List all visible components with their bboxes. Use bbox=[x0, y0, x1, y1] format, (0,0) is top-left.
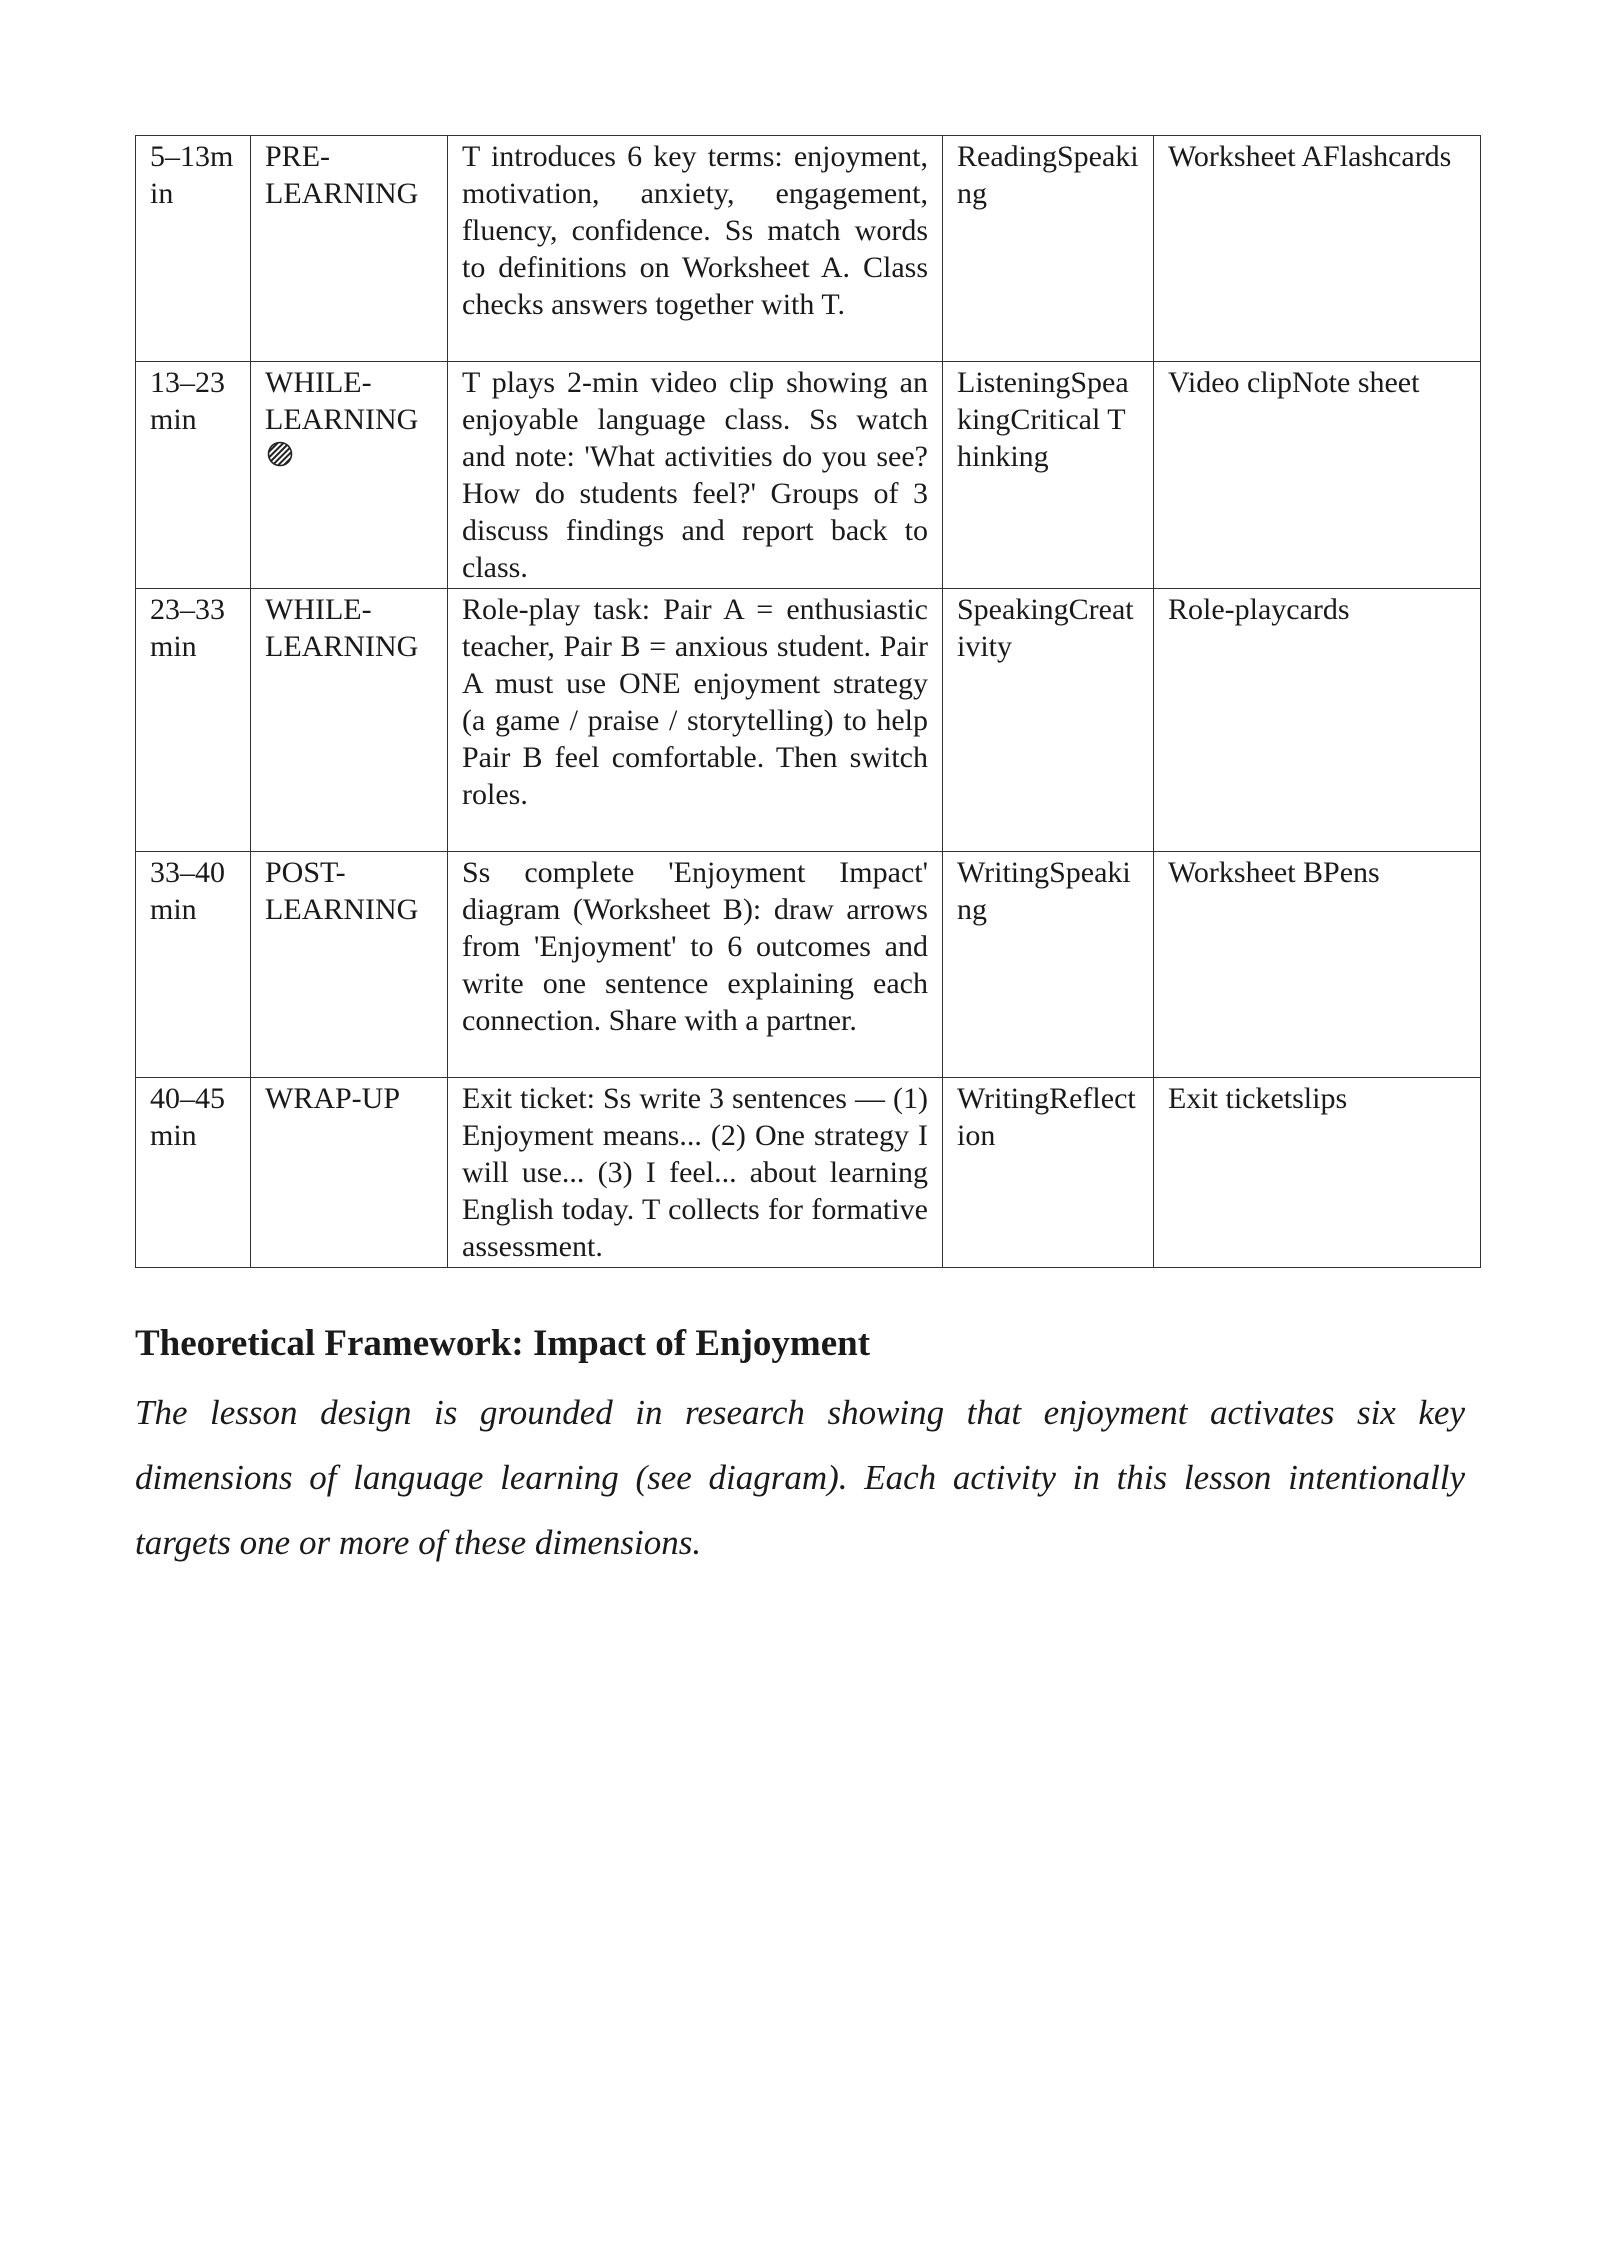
table-row bbox=[136, 852, 1481, 1078]
stage-label: PRE-LEARNING bbox=[265, 140, 419, 210]
table-row bbox=[136, 589, 1481, 852]
skills-cell: SpeakingCreativity bbox=[943, 589, 1154, 852]
resources-cell: Exit ticketslips bbox=[1154, 1078, 1481, 1268]
time-cell: 23–33min bbox=[136, 589, 251, 852]
skills-cell: WritingReflection bbox=[943, 1078, 1154, 1268]
procedure-cell: Exit ticket: Ss write 3 sentences — (1) Enjoyment means... (2) One strategy I will use... (3) I feel... about learning English today. T collects for formative assessment. bbox=[448, 1078, 943, 1268]
stage-cell bbox=[251, 852, 448, 1078]
stage-cell bbox=[251, 1078, 448, 1268]
table-row bbox=[136, 136, 1481, 362]
stage-cell bbox=[251, 362, 448, 589]
framework-paragraph: The lesson design is grounded in research showing that enjoyment activates six key dimensions of language learning (see diagram). Each activity in this lesson intentionally targets one or more of these dimensions. bbox=[135, 1393, 1465, 1562]
time-cell: 5–13min bbox=[136, 136, 251, 362]
resources-cell: Role-playcards bbox=[1154, 589, 1481, 852]
skills-cell: ReadingSpeaking bbox=[943, 136, 1154, 362]
skills-cell: WritingSpeaking bbox=[943, 852, 1154, 1078]
stage-cell bbox=[251, 136, 448, 362]
skills-cell: ListeningSpeakingCritical Thinking bbox=[943, 362, 1154, 589]
hatched-circle-icon bbox=[267, 441, 293, 467]
procedure-cell: Ss complete 'Enjoyment Impact' diagram (Worksheet B): draw arrows from 'Enjoyment' to 6 outcomes and write one sentence explaining each connection. Share with a partner. bbox=[448, 852, 943, 1078]
stage-cell bbox=[251, 589, 448, 852]
stage-label: WRAP-UP bbox=[265, 1082, 401, 1115]
table-row bbox=[136, 362, 1481, 589]
resources-cell: Worksheet BPens bbox=[1154, 852, 1481, 1078]
section-heading: Theoretical Framework: Impact of Enjoyment bbox=[135, 1323, 871, 1364]
resources-cell: Video clipNote sheet bbox=[1154, 362, 1481, 589]
stage-label: WHILE-LEARNING bbox=[265, 366, 419, 436]
time-cell: 33–40min bbox=[136, 852, 251, 1078]
resources-cell: Worksheet AFlashcards bbox=[1154, 136, 1481, 362]
procedure-cell: Role-play task: Pair A = enthusiastic teacher, Pair B = anxious student. Pair A must use ONE enjoyment strategy (a game / praise / storytelling) to help Pair B feel comfortable. Then switch roles. bbox=[448, 589, 943, 852]
procedure-cell: T introduces 6 key terms: enjoyment, motivation, anxiety, engagement, fluency, confidence. Ss match words to definitions on Worksheet A. Class checks answers together with T. bbox=[448, 136, 943, 362]
table-row bbox=[136, 1078, 1481, 1268]
stage-label: WHILE-LEARNING bbox=[265, 593, 419, 663]
stage-label: POST-LEARNING bbox=[265, 856, 419, 926]
lesson-plan-table bbox=[135, 135, 1481, 1268]
procedure-cell: T plays 2-min video clip showing an enjoyable language class. Ss watch and note: 'What activities do you see? How do students feel?' Groups of 3 discuss findings and report back to class. bbox=[448, 362, 943, 589]
time-cell: 13–23min bbox=[136, 362, 251, 589]
time-cell: 40–45min bbox=[136, 1078, 251, 1268]
